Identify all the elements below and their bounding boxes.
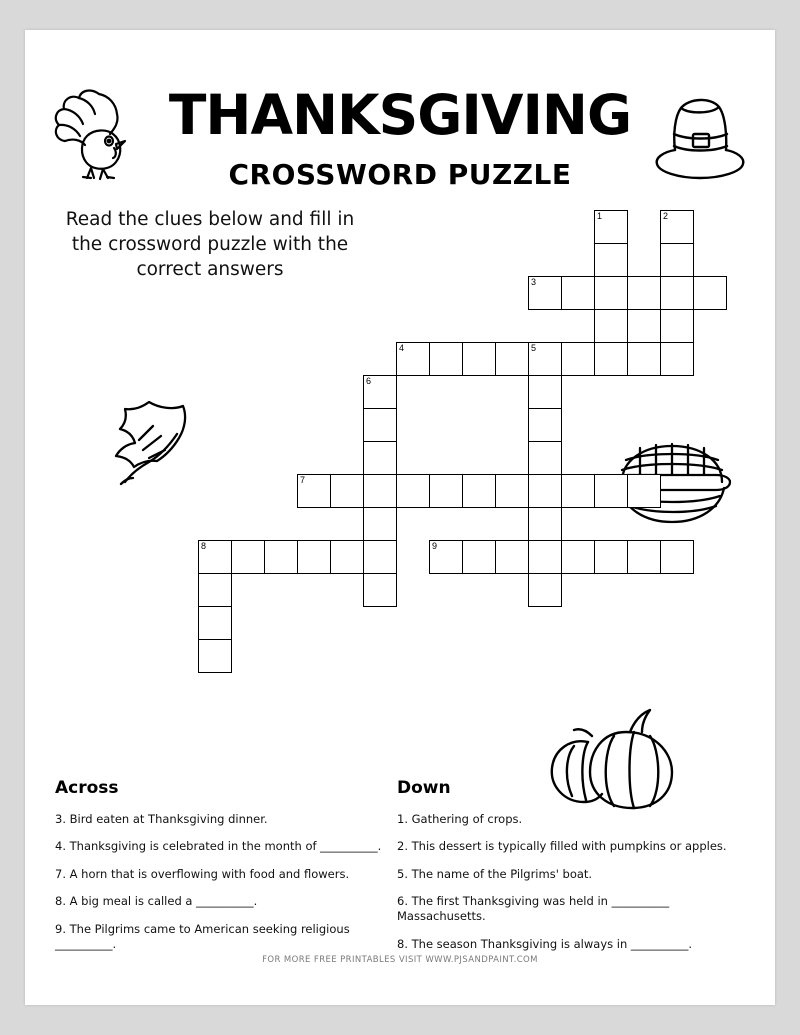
crossword-cell[interactable] bbox=[198, 606, 232, 640]
crossword-cell[interactable] bbox=[495, 474, 529, 508]
crossword-cell[interactable] bbox=[660, 540, 694, 574]
across-clue: 3. Bird eaten at Thanksgiving dinner. bbox=[55, 812, 268, 826]
down-clue: 1. Gathering of crops. bbox=[397, 812, 523, 826]
printable-sheet bbox=[25, 30, 775, 1005]
crossword-cell[interactable] bbox=[363, 375, 397, 409]
cell-number: 1 bbox=[597, 211, 603, 221]
crossword-cell[interactable] bbox=[528, 441, 562, 475]
down-clue: 6. The first Thanksgiving was held in __________ Massachusetts. bbox=[397, 894, 670, 924]
instructions-text: Read the clues below and fill in the crossword puzzle with the correct answers bbox=[65, 209, 355, 280]
crossword-cell[interactable] bbox=[594, 243, 628, 277]
crossword-cell[interactable] bbox=[528, 375, 562, 409]
crossword-cell[interactable] bbox=[495, 342, 529, 376]
down-heading: Down bbox=[397, 778, 451, 798]
cell-number: 6 bbox=[366, 376, 372, 386]
crossword-cell[interactable] bbox=[594, 540, 628, 574]
crossword-cell[interactable] bbox=[363, 540, 397, 574]
cell-number: 7 bbox=[300, 475, 306, 485]
crossword-cell[interactable] bbox=[297, 540, 331, 574]
crossword-cell[interactable] bbox=[363, 408, 397, 442]
down-clue: 8. The season Thanksgiving is always in __________. bbox=[397, 936, 693, 951]
crossword-cell[interactable] bbox=[660, 243, 694, 277]
crossword-cell[interactable] bbox=[330, 474, 364, 508]
crossword-cell[interactable] bbox=[396, 342, 430, 376]
crossword-cell[interactable] bbox=[264, 540, 298, 574]
across-clue: 8. A big meal is called a __________. bbox=[55, 894, 258, 909]
crossword-cell[interactable] bbox=[594, 342, 628, 376]
page-title: THANKSGIVING bbox=[168, 83, 632, 147]
across-clue: 9. The Pilgrims came to American seeking religious __________. bbox=[55, 921, 350, 951]
across-column bbox=[55, 778, 395, 964]
crossword-cell[interactable] bbox=[528, 540, 562, 574]
across-clue: 4. Thanksgiving is celebrated in the month of __________. bbox=[55, 839, 382, 854]
crossword-cell[interactable] bbox=[528, 342, 562, 376]
crossword-cell[interactable] bbox=[660, 309, 694, 343]
cell-number: 3 bbox=[531, 277, 537, 287]
crossword-cell[interactable] bbox=[363, 507, 397, 541]
crossword-cell[interactable] bbox=[660, 276, 694, 310]
crossword-cell[interactable] bbox=[363, 441, 397, 475]
crossword-cell[interactable] bbox=[198, 639, 232, 673]
crossword-cell[interactable] bbox=[429, 474, 463, 508]
crossword-cell[interactable] bbox=[231, 540, 265, 574]
crossword-cell[interactable] bbox=[561, 342, 595, 376]
crossword-cell[interactable] bbox=[627, 540, 661, 574]
crossword-cell[interactable] bbox=[594, 309, 628, 343]
down-column bbox=[397, 778, 737, 964]
footer-credit: FOR MORE FREE PRINTABLES VISIT WWW.PJSANDPAINT.COM bbox=[262, 955, 538, 965]
crossword-cell[interactable] bbox=[528, 408, 562, 442]
crossword-cell[interactable] bbox=[594, 474, 628, 508]
crossword-cell[interactable] bbox=[429, 540, 463, 574]
crossword-cell[interactable] bbox=[561, 474, 595, 508]
crossword-cell[interactable] bbox=[528, 276, 562, 310]
crossword-cell[interactable] bbox=[363, 573, 397, 607]
crossword-cell[interactable] bbox=[198, 573, 232, 607]
crossword-cell[interactable] bbox=[693, 276, 727, 310]
crossword-cell[interactable] bbox=[561, 540, 595, 574]
cell-number: 8 bbox=[201, 541, 207, 551]
crossword-cell[interactable] bbox=[462, 342, 496, 376]
cell-number: 4 bbox=[399, 343, 405, 353]
crossword-cell[interactable] bbox=[561, 276, 595, 310]
crossword-grid[interactable] bbox=[25, 30, 775, 790]
cell-number: 9 bbox=[432, 541, 438, 551]
crossword-cell[interactable] bbox=[528, 474, 562, 508]
cell-number: 5 bbox=[531, 343, 537, 353]
cell-number: 2 bbox=[663, 211, 669, 221]
crossword-cell[interactable] bbox=[528, 573, 562, 607]
crossword-cell[interactable] bbox=[594, 210, 628, 244]
down-clue: 2. This dessert is typically filled with pumpkins or apples. bbox=[397, 839, 727, 854]
crossword-cell[interactable] bbox=[363, 474, 397, 508]
crossword-cell[interactable] bbox=[297, 474, 331, 508]
crossword-cell[interactable] bbox=[330, 540, 364, 574]
crossword-cell[interactable] bbox=[594, 276, 628, 310]
crossword-cell[interactable] bbox=[660, 210, 694, 244]
crossword-cell[interactable] bbox=[429, 342, 463, 376]
crossword-cell[interactable] bbox=[396, 474, 430, 508]
crossword-cell[interactable] bbox=[462, 474, 496, 508]
crossword-cell[interactable] bbox=[462, 540, 496, 574]
crossword-cell[interactable] bbox=[495, 540, 529, 574]
across-heading: Across bbox=[55, 778, 119, 798]
crossword-cell[interactable] bbox=[627, 342, 661, 376]
crossword-cell[interactable] bbox=[198, 540, 232, 574]
crossword-cell[interactable] bbox=[528, 507, 562, 541]
crossword-cell[interactable] bbox=[627, 276, 661, 310]
crossword-cell[interactable] bbox=[660, 342, 694, 376]
page-subtitle: CROSSWORD PUZZLE bbox=[228, 158, 572, 191]
crossword-cell[interactable] bbox=[627, 474, 661, 508]
down-clue: 5. The name of the Pilgrims' boat. bbox=[397, 866, 593, 881]
across-clue: 7. A horn that is overflowing with food and flowers. bbox=[55, 866, 350, 881]
